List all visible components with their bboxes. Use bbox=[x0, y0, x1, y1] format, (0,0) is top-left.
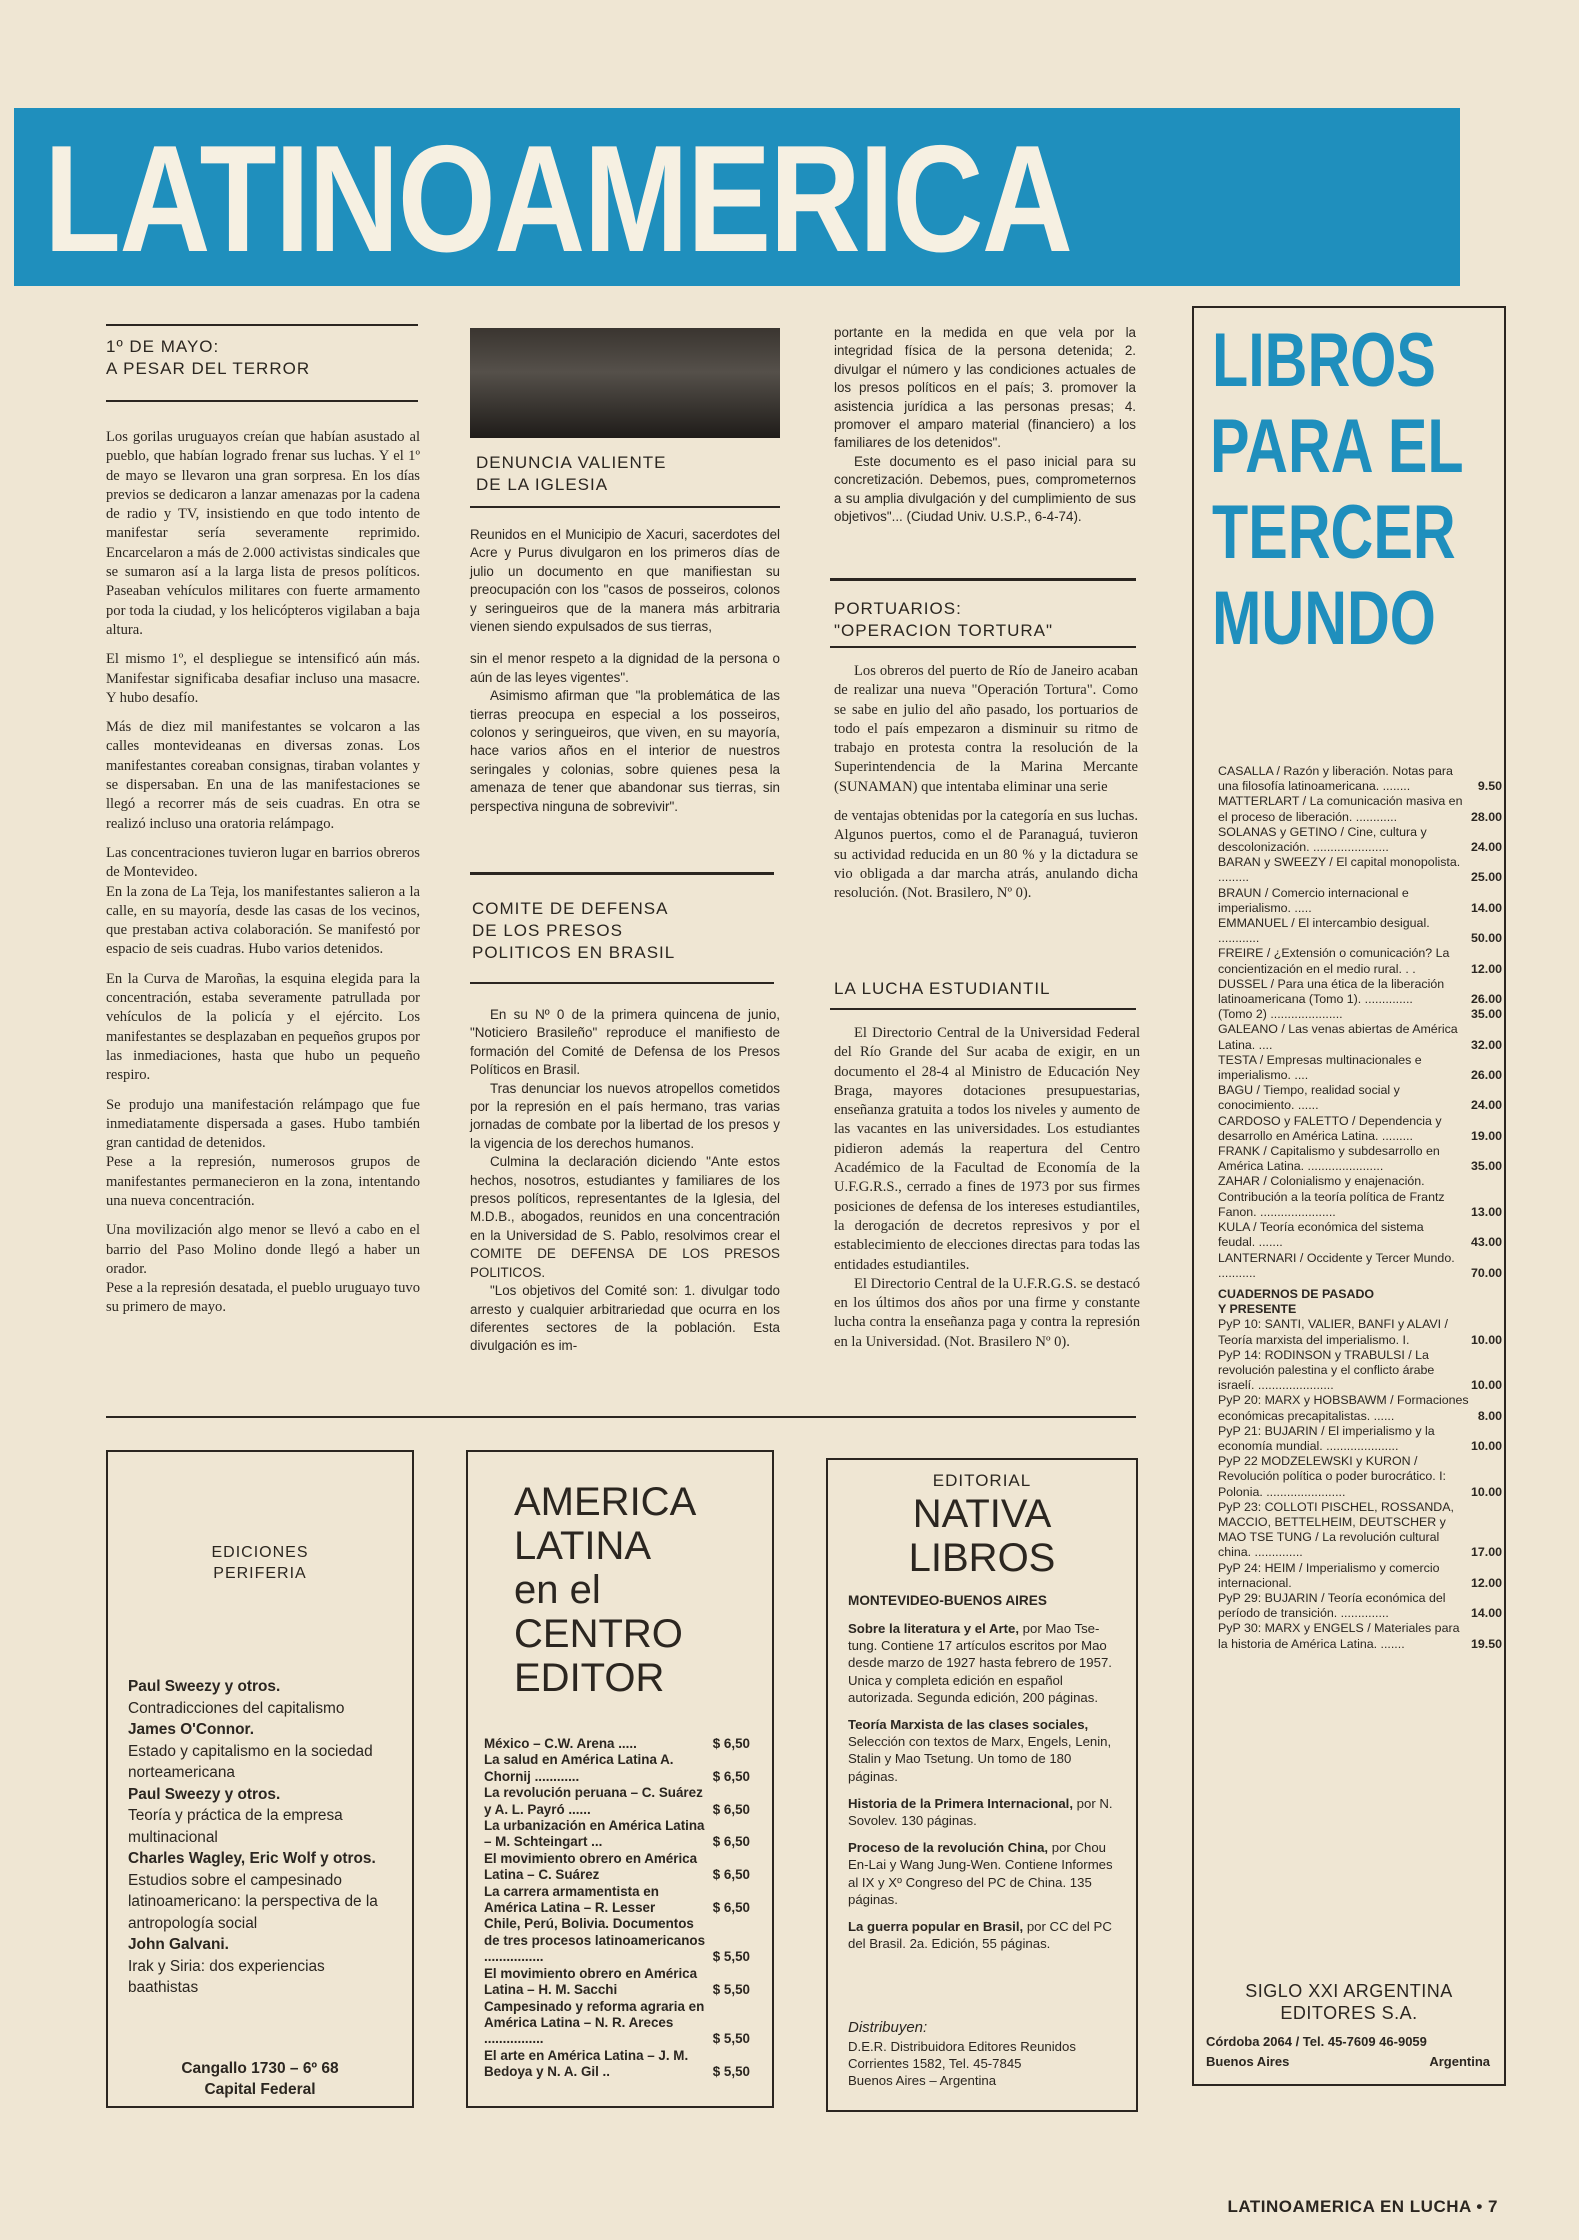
nativa-book-title: Proceso de la revolución China, bbox=[848, 1840, 1049, 1856]
periferia-author: James O'Connor. bbox=[128, 1721, 254, 1738]
item-title: PyP 10: SANTI, VALIER, BANFI y ALAVI / Teoría marxista del imperialismo. I. bbox=[1218, 1317, 1448, 1347]
ads-rule bbox=[106, 1416, 1136, 1418]
item-title: Chile, Perú, Bolivia. Documentos de tres procesos latinoamericanos ................ bbox=[484, 1916, 706, 1965]
item-title: La revolución peruana – C. Suárez y A. L. Payró ...... bbox=[484, 1785, 703, 1817]
item-price: 32.00 bbox=[1470, 1037, 1502, 1052]
item-price: $ 6,50 bbox=[712, 1900, 750, 1916]
item-title: PyP 29: BUJARIN / Teoría económica del período de transición. .............. bbox=[1218, 1590, 1446, 1621]
item-title: La carrera armamentista en América Latina – R. Lesser bbox=[484, 1883, 659, 1916]
item-price: $ 5,50 bbox=[712, 1982, 750, 1998]
item-title: BRAUN / Comercio internacional e imperialismo. ..... bbox=[1218, 885, 1409, 915]
article-primero-de-mayo bbox=[106, 336, 418, 380]
item-price: $ 5,50 bbox=[712, 1949, 750, 1965]
item-price: $ 6,50 bbox=[712, 1768, 750, 1784]
book-list-item bbox=[1218, 916, 1502, 946]
item-title: BARAN y SWEEZY / El capital monopolista. ......... bbox=[1218, 855, 1461, 885]
nativa-book-desc: por CC del PC del Brasil. 2a. Edición, 55 páginas. bbox=[848, 1919, 1112, 1952]
nativa-subtitle: MONTEVIDEO-BUENOS AIRES bbox=[848, 1593, 1047, 1608]
item-price: 14.00 bbox=[1470, 900, 1502, 915]
item-title: PyP 20: MARX y HOBSBAWM / Formaciones económicas precapitalistas. ...... bbox=[1218, 1393, 1469, 1423]
nativa-book-entry bbox=[848, 1795, 1124, 1829]
top-rule-col1 bbox=[106, 324, 418, 326]
book-list-item bbox=[1218, 825, 1502, 855]
cuaderno-list-item bbox=[1218, 1591, 1502, 1621]
centro-list-item bbox=[484, 1851, 750, 1884]
item-title: PyP 30: MARX y ENGELS / Materiales para la historia de América Latina. ....... bbox=[1218, 1621, 1460, 1651]
centro-list-item bbox=[484, 1736, 750, 1752]
title-rule bbox=[830, 646, 1136, 648]
centro-list-item bbox=[484, 1999, 750, 2048]
nativa-book-entry bbox=[848, 1839, 1124, 1908]
siglo-xxi-address: Córdoba 2064 / Tel. 45-7609 46-9059 Buenos Aires Argentina bbox=[1206, 2034, 1490, 2069]
item-price: $ 6,50 bbox=[712, 1834, 750, 1850]
item-price: 50.00 bbox=[1470, 931, 1502, 946]
item-title: El arte en América Latina – J. M. Bedoya y N. A. Gil .. bbox=[484, 2047, 689, 2080]
article-title-comite: COMITE DE DEFENSA DE LOS PRESOS POLITICOS EN BRASIL bbox=[472, 899, 676, 962]
cuaderno-list-item bbox=[1218, 1348, 1502, 1394]
item-price: $ 6,50 bbox=[712, 1736, 750, 1751]
item-price: 10.00 bbox=[1470, 1332, 1502, 1347]
periferia-author: John Galvani. bbox=[128, 1936, 229, 1953]
centro-editor-title: AMERICA LATINA en el CENTRO EDITOR bbox=[514, 1480, 697, 1700]
article-body-comite: En su Nº 0 de la primera quincena de junio, "Noticiero Brasileño" reproduce el manifiesto de formación del Comité de Defensa de los Presos Políticos en Brasil. Tras denunciar los nuevos atropellos cometidos por la represión en el país hermano, tras varias jornadas de combate por la libertad de los presos y la vigencia de los derechos humanos. Culmina la declaración diciendo "Ante estos hechos, nosotros, estudiantes y familiares de los presos políticos, representantes de la Iglesia, del M.D.B., abogados, reunidos en una concentración en la Universidad de S. Pablo, resolvimos crear el COMITE DE DEFENSA DE LOS PRESOS POLITICOS. "Los objetivos del Comité son: 1. divulgar todo arresto y cualquier arbitrariedad que ocurra en los diferentes sectores de la población. Esta divulgación es im- bbox=[470, 1007, 780, 1354]
book-list-item bbox=[1218, 1251, 1502, 1281]
nativa-book-desc: por Chou En-Lai y Wang Jung-Wen. Contiene Informes al IX y Xº Congreso del PC de China. 135 páginas. bbox=[848, 1840, 1113, 1907]
nativa-book-desc: por Mao Tse-tung. Contiene 17 artículos escritos por Mao desde marzo de 1927 hasta febrero de 1957. Unica y completa edición en español autorizada. Segunda edición, 200 páginas. bbox=[848, 1621, 1112, 1705]
periferia-title: EDICIONES PERIFERIA bbox=[211, 1544, 309, 1582]
section-rule bbox=[830, 578, 1136, 581]
periferia-book-title: Contradicciones del capitalismo bbox=[128, 1699, 345, 1717]
title-rule bbox=[830, 1008, 1136, 1010]
item-title: EMMANUEL / El intercambio desigual. ............ bbox=[1218, 916, 1430, 946]
item-title: La salud en América Latina A. Chornij ............ bbox=[484, 1752, 674, 1784]
section-title: LATINOAMERICA bbox=[44, 114, 1072, 284]
item-title: PyP 23: COLLOTI PISCHEL, ROSSANDA, MACCIO, BETTELHEIM, DEUTSCHER y MAO TSE TUNG / La revolución cultural china. .............. bbox=[1218, 1499, 1454, 1560]
item-price: $ 5,50 bbox=[712, 2064, 750, 2080]
nativa-book-entry bbox=[848, 1716, 1124, 1785]
libros-list bbox=[1218, 764, 1502, 1652]
book-list-item bbox=[1218, 946, 1502, 976]
item-title: El movimiento obrero en América Latina – C. Suárez bbox=[484, 1850, 698, 1883]
item-title: CASALLA / Razón y liberación. Notas para una filosofía latinoamericana. ........ bbox=[1218, 764, 1453, 794]
item-price: 14.00 bbox=[1470, 1606, 1502, 1621]
book-list-item bbox=[1218, 1007, 1502, 1022]
book-list-item bbox=[1218, 1144, 1502, 1174]
article-body-estudiantil: El Directorio Central de la Universidad Federal del Río Grande del Sur acaba de exigir, en un documento el 28-4 al Ministro de Educación Ney Braga, mayores dotaciones presupuestarias, enseñanza gratuita a todos los niveles y aumento de las vacantes en las universidades. Los estudiantes pidieron además la reapertura del Centro Académico de la Facultad de Economía de la U.F.G.R.S., cerrado a fines de 1973 por sus firmes posiciones de defensa de los intereses estudiantiles, la derogación de decretos represivos y por el establecimiento de elecciones directas para todas las entidades estudiantiles. El Directorio Central de la U.F.R.G.S. se destacó en los últimos dos años por una firme y constante lucha contra la enseñanza paga y contra la represión en la Universidad. (Not. Brasilero Nº 0). bbox=[834, 1025, 1140, 1350]
book-list-item bbox=[1218, 855, 1502, 885]
item-price: $ 6,50 bbox=[712, 1867, 750, 1883]
cuaderno-list-item bbox=[1218, 1454, 1502, 1500]
item-title: PyP 14: RODINSON y TRABULSI / La revolución palestina y el conflicto árabe israelí. ...................... bbox=[1218, 1347, 1435, 1393]
periferia-author: Paul Sweezy y otros. bbox=[128, 1678, 281, 1695]
periferia-author: Paul Sweezy y otros. bbox=[128, 1785, 281, 1803]
item-price: 12.00 bbox=[1470, 1575, 1502, 1590]
periferia-book-title: Estudios sobre el campesinado latinoamericano: la perspectiva de la antropología social bbox=[128, 1871, 378, 1932]
item-title: FREIRE / ¿Extensión o comunicación? La concientización en el medio rural. . . bbox=[1218, 946, 1450, 976]
book-list-item bbox=[1218, 1083, 1502, 1113]
item-price: 26.00 bbox=[1470, 1068, 1502, 1083]
nativa-book-entry bbox=[848, 1918, 1124, 1952]
book-list-item bbox=[1218, 1022, 1502, 1052]
item-title: LANTERNARI / Occidente y Tercer Mundo. ........... bbox=[1218, 1250, 1455, 1280]
item-title: México – C.W. Arena ..... bbox=[484, 1736, 637, 1751]
periferia-address: Cangallo 1730 – 6º 68 Capital Federal bbox=[181, 2060, 339, 2098]
book-list-item bbox=[1218, 977, 1502, 1007]
nativa-book-title: Historia de la Primera Internacional, bbox=[848, 1795, 1073, 1811]
nativa-book-title: La guerra popular en Brasil, bbox=[848, 1919, 1024, 1935]
item-title: GALEANO / Las venas abiertas de América Latina. .... bbox=[1218, 1022, 1458, 1052]
item-price: 43.00 bbox=[1470, 1235, 1502, 1250]
article-body: Los gorilas uruguayos creían que habían asustado al pueblo, que habían logrado frenar sus luchas. Y el 1º de mayo se llevaron una gran sorpresa. En los días previos se dedicaron a lanzar amenazas por la cadena de radio y TV, insistiendo en que todo intento de manifestar sería severamente reprimido. Encarcelaron a más de 2.000 activistas sindicales que se sumaron así a la larga lista de presos políticos. Paseaban vehículos militares con fuerte armamento por toda la ciudad, y los helicópteros vigilaban a baja altura. El mismo 1º, el despliegue se intensificó aún más. Manifestar significaba desafiar incluso una masacre. Y hubo desafío. Más de diez mil manifestantes se volcaron a las calles montevideanas en diversas zonas. Los manifestantes coreaban consignas, tiraban volantes y se dispersaban. En una de las manifestaciones se llegó a recorrer más de seis cuadras. En otra se realizó incluso una oratoria relámpago. Las concentraciones tuvieron lugar en barrios obreros de Montevideo. En la zona de La Teja, los manifestantes salieron a la calle, en su mayoría, desde las casas de los vecinos, que prestaban activa colaboración. Se manifestó por espacio de seis cuadras. Hubo varios detenidos. En la Curva de Maroñas, la esquina elegida para la concentración, estaba severamente patrullada por vehículos de la policía y el ejército. Los manifestantes se desplazaban en pequeños grupos por las inmediaciones, hasta que hubo un pequeño respiro. Se produjo una manifestación relámpago que fue inmediatamente dispersada a gases. Hubo también gran cantidad de detenidos. Pese a la represión, numerosos grupos de manifestantes permanecieron en la zona, intentando una nueva concentración. Una movilización algo menor se llevó a cabo en el barrio del Paso Molino donde llegó a haber un orador. Pese a la represión desatada, el pueblo uruguayo tuvo su primero de mayo. bbox=[106, 429, 420, 1316]
centro-list-item bbox=[484, 1818, 750, 1851]
cuaderno-list-item bbox=[1218, 1393, 1502, 1423]
centro-list-item bbox=[484, 1752, 750, 1785]
article-title: 1º DE MAYO: A PESAR DEL TERROR bbox=[106, 337, 311, 378]
item-title: PyP 22 MODZELEWSKI y KURON / Revolución política o poder burocrático. I: Polonia. ....................... bbox=[1218, 1454, 1446, 1499]
siglo-xxi-publisher: SIGLO XXI ARGENTINA EDITORES S.A. bbox=[1245, 1981, 1453, 2023]
item-title: PyP 21: BUJARIN / El imperialismo y la economía mundial. ..................... bbox=[1218, 1423, 1435, 1453]
item-price: 17.00 bbox=[1470, 1545, 1502, 1560]
title-rule bbox=[470, 506, 780, 508]
nativa-distrib: Distribuyen: D.E.R. Distribuidora Editores Reunidos Corrientes 1582, Tel. 45-7845 Buenos Aires – Argentina bbox=[848, 2019, 1076, 2089]
nativa-list bbox=[848, 1620, 1124, 1962]
item-title: La urbanización en América Latina – M. Schteingart ... bbox=[484, 1818, 705, 1850]
item-title: FRANK / Capitalismo y subdesarrollo en América Latina. ...................... bbox=[1218, 1144, 1440, 1174]
book-list-item bbox=[1218, 1053, 1502, 1083]
nativa-book-title: Sobre la literatura y el Arte, bbox=[848, 1621, 1020, 1636]
item-price: 24.00 bbox=[1470, 1098, 1502, 1113]
item-price: 24.00 bbox=[1470, 840, 1502, 855]
nativa-book-title: Teoría Marxista de las clases sociales, bbox=[848, 1717, 1089, 1733]
cuaderno-list-item bbox=[1218, 1317, 1502, 1347]
item-price: 10.00 bbox=[1470, 1378, 1502, 1393]
article-body-comite-cont: portante en la medida en que vela por la integridad física de la persona detenida; 2. divulgar el número y las condiciones actuales de los presos políticos en el país; 3. promover la asistencia jurídica a las personas presas; 4. promover el amparo material (financiero) a los familiares de los detenidos". Este documento es el paso inicial para su concretización. Debemos, pues, comprometernos a su amplia divulgación y del cumplimiento de sus objetivos"... (Ciudad Univ. U.S.P., 6-4-74). bbox=[834, 325, 1136, 525]
church-photo bbox=[470, 328, 780, 438]
nativa-book-desc: Selección con textos de Marx, Engels, Lenin, Stalin y Mao Tsetung. Un tomo de 180 páginas. bbox=[848, 1734, 1112, 1784]
nativa-book-desc: por N. Sovolev. 130 páginas. bbox=[848, 1795, 1113, 1829]
book-list-item bbox=[1218, 1114, 1502, 1144]
book-list-item bbox=[1218, 886, 1502, 916]
item-price: 19.50 bbox=[1470, 1636, 1502, 1651]
centro-editor-list bbox=[484, 1736, 750, 2081]
section-banner bbox=[14, 108, 1460, 286]
item-price: 10.00 bbox=[1470, 1484, 1502, 1499]
item-price: 19.00 bbox=[1470, 1128, 1502, 1143]
cuaderno-list-item bbox=[1218, 1500, 1502, 1561]
item-title: ZAHAR / Colonialismo y enajenación. Contribución a la teoría política de Frantz Fanon. ...................... bbox=[1218, 1174, 1445, 1219]
item-title: (Tomo 2) ..................... bbox=[1218, 1007, 1343, 1022]
item-price: 26.00 bbox=[1470, 992, 1502, 1007]
item-title: SOLANAS y GETINO / Cine, cultura y descolonización. ...................... bbox=[1218, 824, 1427, 855]
title-rule bbox=[106, 400, 418, 402]
cuadernos-title: CUADERNOS DE PASADO Y PRESENTE bbox=[1218, 1286, 1375, 1317]
item-price: 35.00 bbox=[1470, 1007, 1502, 1022]
item-title: CARDOSO y FALETTO / Dependencia y desarrollo en América Latina. ......... bbox=[1218, 1113, 1442, 1143]
centro-list-item bbox=[484, 1966, 750, 1999]
centro-list-item bbox=[484, 1916, 750, 1965]
centro-list-item bbox=[484, 1785, 750, 1818]
item-title: TESTA / Empresas multinacionales e imperialismo. .... bbox=[1218, 1052, 1422, 1083]
cuaderno-list-item bbox=[1218, 1621, 1502, 1651]
item-price: 35.00 bbox=[1470, 1159, 1502, 1174]
article-title-portuarios: PORTUARIOS: "OPERACION TORTURA" bbox=[834, 599, 1054, 640]
article-body-denuncia: Reunidos en el Municipio de Xacuri, sacerdotes del Acre y Purus divulgaron en los primeros días de julio un documento en que manifiestan su preocupación con los "casos de posseiros, colonos y seringueiros que de la manera más arbitraria vienen siendo expulsados de sus tierras, sin el menor respeto a la dignidad de la persona o aún de las leyes vigentes". Asimismo afirman que "la problemática de las tierras preocupa en especial a los posseiros, colonos y seringueiros, que viven, en su mayoría, hace varios años en el interior de nuestros seringales y colonias, sobre quienes pesa la amenaza de tener que abandonar sus tierras, sin perspectiva ninguna de sobrevivir". bbox=[470, 527, 780, 814]
item-title: DUSSEL / Para una ética de la liberación latinoamericana (Tomo 1). .............. bbox=[1218, 976, 1445, 1007]
item-title: MATTERLART / La comunicación masiva en el proceso de liberación. ............ bbox=[1218, 794, 1463, 824]
periferia-list bbox=[128, 1676, 396, 1999]
item-title: Campesinado y reforma agraria en América Latina – N. R. Areces ................ bbox=[484, 1998, 705, 2047]
item-price: 10.00 bbox=[1470, 1438, 1502, 1453]
book-list-item bbox=[1218, 794, 1502, 824]
item-price: 9.50 bbox=[1477, 779, 1502, 794]
centro-list-item bbox=[484, 2048, 750, 2081]
book-list-item bbox=[1218, 1220, 1502, 1250]
book-list-item bbox=[1218, 1174, 1502, 1220]
item-price: $ 5,50 bbox=[712, 2031, 750, 2047]
nativa-book-entry bbox=[848, 1620, 1124, 1706]
section-rule bbox=[470, 872, 774, 875]
item-price: 28.00 bbox=[1470, 809, 1502, 824]
cuaderno-list-item bbox=[1218, 1424, 1502, 1454]
item-price: 25.00 bbox=[1470, 870, 1502, 885]
item-title: El movimiento obrero en América Latina – H. M. Sacchi bbox=[484, 1965, 698, 1998]
title-rule bbox=[470, 982, 774, 984]
item-title: KULA / Teoría económica del sistema feudal. ....... bbox=[1218, 1220, 1424, 1250]
item-title: BAGU / Tiempo, realidad social y conocimiento. ...... bbox=[1218, 1083, 1400, 1113]
item-price: $ 6,50 bbox=[712, 1801, 750, 1817]
nativa-title: EDITORIAL NATIVA LIBROS bbox=[908, 1471, 1056, 1580]
item-price: 8.00 bbox=[1477, 1408, 1502, 1423]
libros-title: LIBROS PARA EL TERCER MUNDO bbox=[1210, 318, 1464, 661]
book-list-item bbox=[1218, 764, 1502, 794]
item-title: PyP 24: HEIM / Imperialismo y comercio internacional. bbox=[1218, 1560, 1440, 1590]
periferia-book-title: Irak y Siria: dos experiencias baathistas bbox=[128, 1957, 325, 1996]
periferia-author: Charles Wagley, Eric Wolf y otros. bbox=[128, 1850, 376, 1867]
item-price: 70.00 bbox=[1470, 1265, 1502, 1280]
centro-list-item bbox=[484, 1884, 750, 1917]
periferia-book-title: Estado y capitalismo en la sociedad norteamericana bbox=[128, 1742, 373, 1781]
page-footer: LATINOAMERICA EN LUCHA • 7 bbox=[1227, 2197, 1498, 2216]
article-body-portuarios: Los obreros del puerto de Río de Janeiro acaban de realizar una nueva "Operación Tortura". Como se sabe en julio del año pasado, los portuarios de todo el país empezaron a disminuir su ritmo de trabajo en protesta contra la resolución de la Superintendencia de la Marina Mercante (SUNAMAN) que intentaba eliminar una serie de ventajas obtenidas por la categoría en sus luchas. Algunos puertos, como el de Paranaguá, tuvieron su actividad reducida en un 80 % y la dictadura se vio obligada a dar marcha atrás, anulando dicha resolución. (Not. Brasilero, Nº 0). bbox=[834, 663, 1138, 902]
article-title-denuncia: DENUNCIA VALIENTE DE LA IGLESIA bbox=[476, 453, 667, 494]
cuaderno-list-item bbox=[1218, 1561, 1502, 1591]
periferia-book-title: Teoría y práctica de la empresa multinacional bbox=[128, 1807, 343, 1846]
article-title-estudiantil: LA LUCHA ESTUDIANTIL bbox=[834, 979, 1051, 998]
item-price: 12.00 bbox=[1470, 961, 1502, 976]
item-price: 13.00 bbox=[1470, 1204, 1502, 1219]
